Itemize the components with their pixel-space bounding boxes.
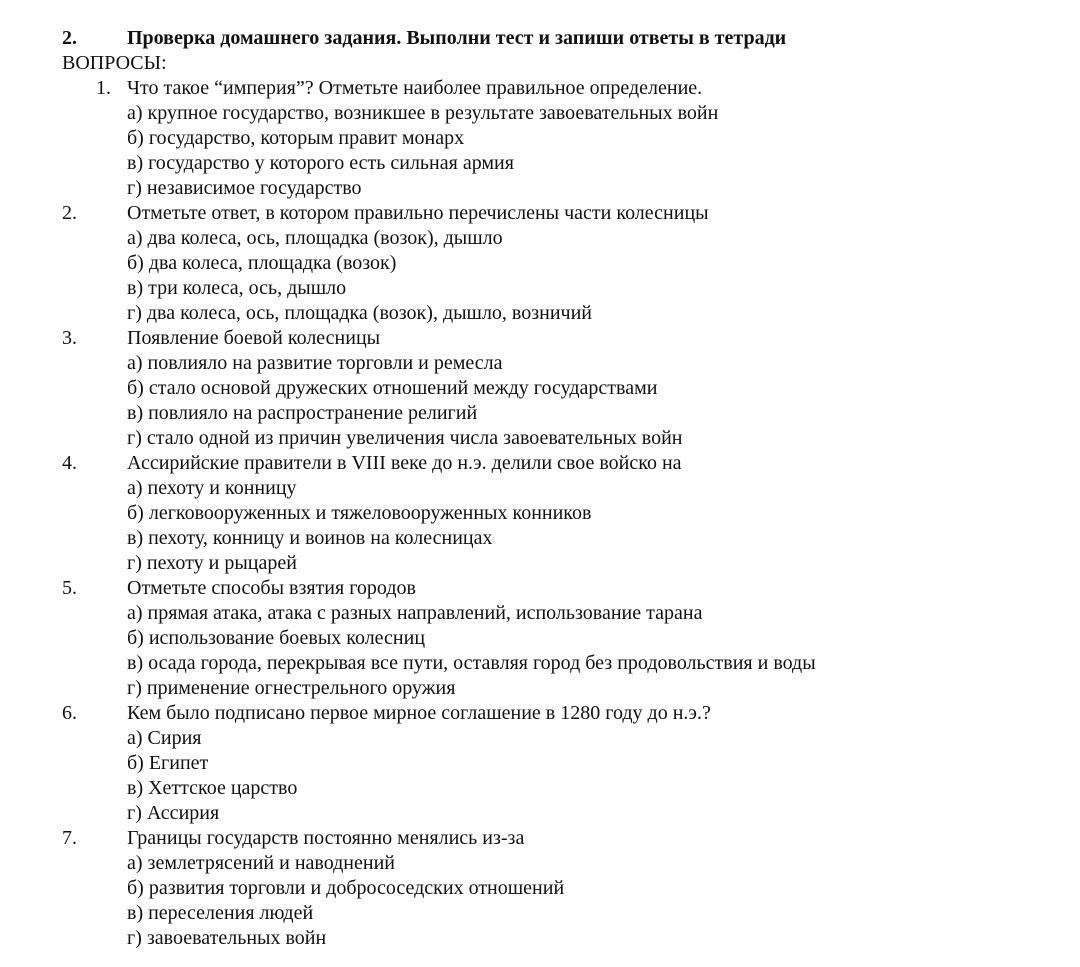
answer-option-text: а) Сирия: [127, 727, 202, 749]
answer-option-text: г) стало одной из причин увеличения числа завоевательных войн: [127, 427, 683, 449]
question-text: Отметьте ответ, в котором правильно перечислены части колесницы: [127, 202, 709, 224]
answer-option-text: в) государство у которого есть сильная армия: [127, 152, 514, 174]
question-number: 7.: [62, 827, 77, 849]
answer-option-text: а) пехоту и конницу: [127, 477, 297, 499]
answer-option-text: а) землетрясений и наводнений: [127, 852, 395, 874]
answer-option-text: г) пехоту и рыцарей: [127, 552, 297, 574]
answer-option-text: в) переселения людей: [127, 902, 314, 924]
answer-option-text: г) два колеса, ось, площадка (возок), дышло, возничий: [127, 302, 593, 324]
answer-option-text: в) повлияло на распространение религий: [127, 402, 478, 424]
answer-option-text: а) два колеса, ось, площадка (возок), дышло: [127, 227, 503, 249]
answer-option-text: в) осада города, перекрывая все пути, оставляя город без продовольствия и воды: [127, 652, 816, 674]
question-number: 5.: [62, 577, 77, 599]
question-text: Кем было подписано первое мирное соглашение в 1280 году до н.э.?: [127, 702, 711, 724]
answer-option-text: б) легковооруженных и тяжеловооруженных конников: [127, 502, 592, 524]
answer-option-text: б) Египет: [127, 752, 209, 774]
question-text: Появление боевой колесницы: [127, 327, 381, 349]
section-title: Проверка домашнего задания. Выполни тест и запиши ответы в тетради: [127, 27, 787, 49]
answer-option-text: а) повлияло на развитие торговли и ремесла: [127, 352, 503, 374]
answer-option-text: б) использование боевых колесниц: [127, 627, 426, 649]
section-number: 2.: [62, 27, 77, 49]
questions-subheading: ВОПРОСЫ:: [62, 52, 167, 74]
question-number: 1.: [96, 77, 111, 99]
question-text: Что такое “империя”? Отметьте наиболее правильное определение.: [127, 77, 703, 99]
answer-option-text: а) крупное государство, возникшее в результате завоевательных войн: [127, 102, 719, 124]
answer-option-text: в) Хеттское царство: [127, 777, 298, 799]
question-text: Отметьте способы взятия городов: [127, 577, 416, 599]
answer-option-text: г) независимое государство: [127, 177, 362, 199]
answer-option-text: б) стало основой дружеских отношений между государствами: [127, 377, 658, 399]
answer-option-text: б) развития торговли и добрососедских отношений: [127, 877, 565, 899]
question-text: Ассирийские правители в VIII веке до н.э. делили свое войско на: [127, 452, 682, 474]
question-number: 6.: [62, 702, 77, 724]
answer-option-text: в) три колеса, ось, дышло: [127, 277, 347, 299]
question-text: Границы государств постоянно менялись из-за: [127, 827, 525, 849]
answer-option-text: б) государство, которым правит монарх: [127, 127, 465, 149]
question-number: 4.: [62, 452, 77, 474]
answer-option-text: г) Ассирия: [127, 802, 220, 824]
answer-option-text: г) применение огнестрельного оружия: [127, 677, 456, 699]
answer-option-text: б) два колеса, площадка (возок): [127, 252, 397, 274]
answer-option-text: а) прямая атака, атака с разных направлений, использование тарана: [127, 602, 703, 624]
question-number: 3.: [62, 327, 77, 349]
answer-option-text: в) пехоту, конницу и воинов на колесницах: [127, 527, 493, 549]
question-number: 2.: [62, 202, 77, 224]
answer-option-text: г) завоевательных войн: [127, 927, 327, 949]
